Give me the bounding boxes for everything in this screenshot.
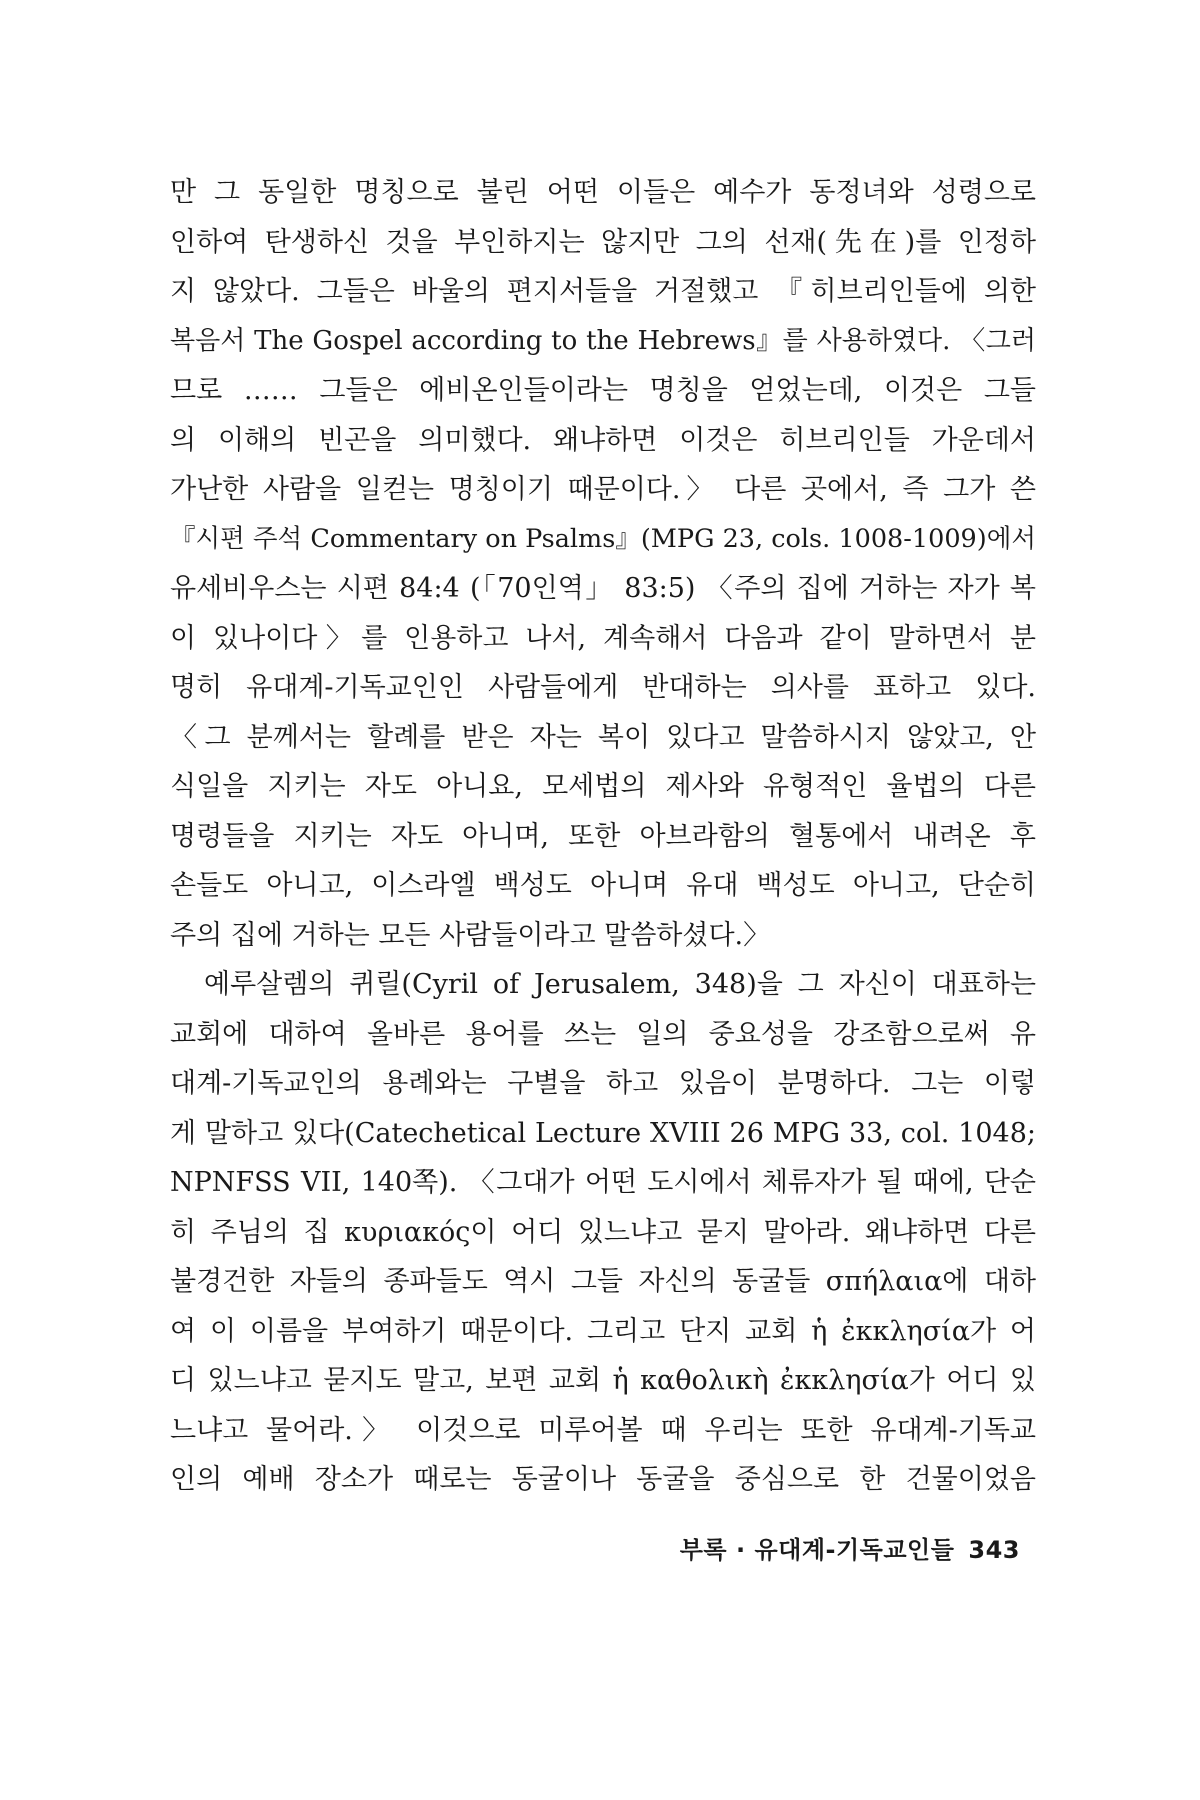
page-number: 343: [968, 1536, 1020, 1564]
text-line: 대계-기독교인의 용례와는 구별을 하고 있음이 분명하다. 그는 이렇: [170, 1068, 1036, 1099]
text-line: 이 있나이다〉를 인용하고 나서, 계속해서 다음과 같이 말하면서 분: [170, 622, 1036, 654]
page-footer: [620, 1530, 1020, 1565]
text-line: 복음서 The Gospel according to the Hebrews』를 사용하였다. 〈그러: [170, 325, 1036, 356]
text-line: 게 말하고 있다(Catechetical Lecture XVIII 26 MPG 33, col. 1048;: [170, 1117, 1036, 1149]
text-line: 유세비우스는 시편 84:4 (「70인역」 83:5) 〈주의 집에 거하는 자가 복: [170, 573, 1036, 604]
text-line: 디 있느냐고 묻지도 말고, 보편 교회 ἡ καθολικὴ ἐκκλησία가 어디 있: [170, 1365, 1036, 1396]
text-line: 주의 집에 거하는 모든 사람들이라고 말씀하셨다.〉: [170, 919, 771, 951]
text-line: NPNFSS VII, 140쪽). 〈그대가 어떤 도시에서 체류자가 될 때에, 단순: [170, 1167, 1036, 1198]
text-line: 명령들을 지키는 자도 아니며, 또한 아브라함의 혈통에서 내려온 후: [170, 820, 1036, 852]
text-line: 교회에 대하여 올바른 용어를 쓰는 일의 중요성을 강조함으로써 유: [170, 1018, 1036, 1050]
text-line: 만 그 동일한 명칭으로 불린 어떤 이들은 예수가 동정녀와 성령으로: [170, 177, 1036, 208]
body-text: [170, 168, 1036, 1505]
text-line: 인하여 탄생하신 것을 부인하지는 않지만 그의 선재(先在)를 인정하: [170, 226, 1036, 258]
text-line: 인의 예배 장소가 때로는 동굴이나 동굴을 중심으로 한 건물이었음: [170, 1464, 1036, 1495]
text-line: 지 않았다. 그들은 바울의 편지서들을 거절했고 『히브리인들에 의한: [170, 276, 1036, 307]
text-line: 의 이해의 빈곤을 의미했다. 왜냐하면 이것은 히브리인들 가운데서: [170, 424, 1036, 456]
running-head: 부록 · 유대계-기독교인들: [679, 1536, 955, 1564]
text-line: 히 주님의 집 κυριακός이 어디 있느냐고 묻지 말아라. 왜냐하면 다른: [170, 1216, 1036, 1248]
text-line: 〈그 분께서는 할례를 받은 자는 복이 있다고 말씀하시지 않았고, 안: [170, 721, 1036, 753]
text-line: 여 이 이름을 부여하기 때문이다. 그리고 단지 교회 ἡ ἐκκλησία가 어: [170, 1315, 1036, 1347]
text-line: 불경건한 자들의 종파들도 역시 그들 자신의 동굴들 σπήλαια에 대하: [170, 1266, 1036, 1297]
text-line: 느냐고 물어라.〉 이것으로 미루어볼 때 우리는 또한 유대계-기독교: [170, 1414, 1036, 1446]
text-line: 가난한 사람을 일컫는 명칭이기 때문이다.〉 다른 곳에서, 즉 그가 쓴: [170, 474, 1036, 505]
paragraph-first-line: 예루살렘의 퀴릴(Cyril of Jerusalem, 348)을 그 자신이 대표하는: [204, 969, 1036, 1000]
text-line: 므로 …… 그들은 에비온인들이라는 명칭을 얻었는데, 이것은 그들: [170, 375, 1036, 406]
text-line: 식일을 지키는 자도 아니요, 모세법의 제사와 유형적인 율법의 다른: [170, 771, 1036, 802]
text-line: 명히 유대계-기독교인인 사람들에게 반대하는 의사를 표하고 있다.: [170, 672, 1036, 703]
text-line: 『시편 주석 Commentary on Psalms』(MPG 23, cols. 1008-1009)에서: [170, 523, 1036, 554]
text-line: 손들도 아니고, 이스라엘 백성도 아니며 유대 백성도 아니고, 단순히: [170, 870, 1036, 901]
